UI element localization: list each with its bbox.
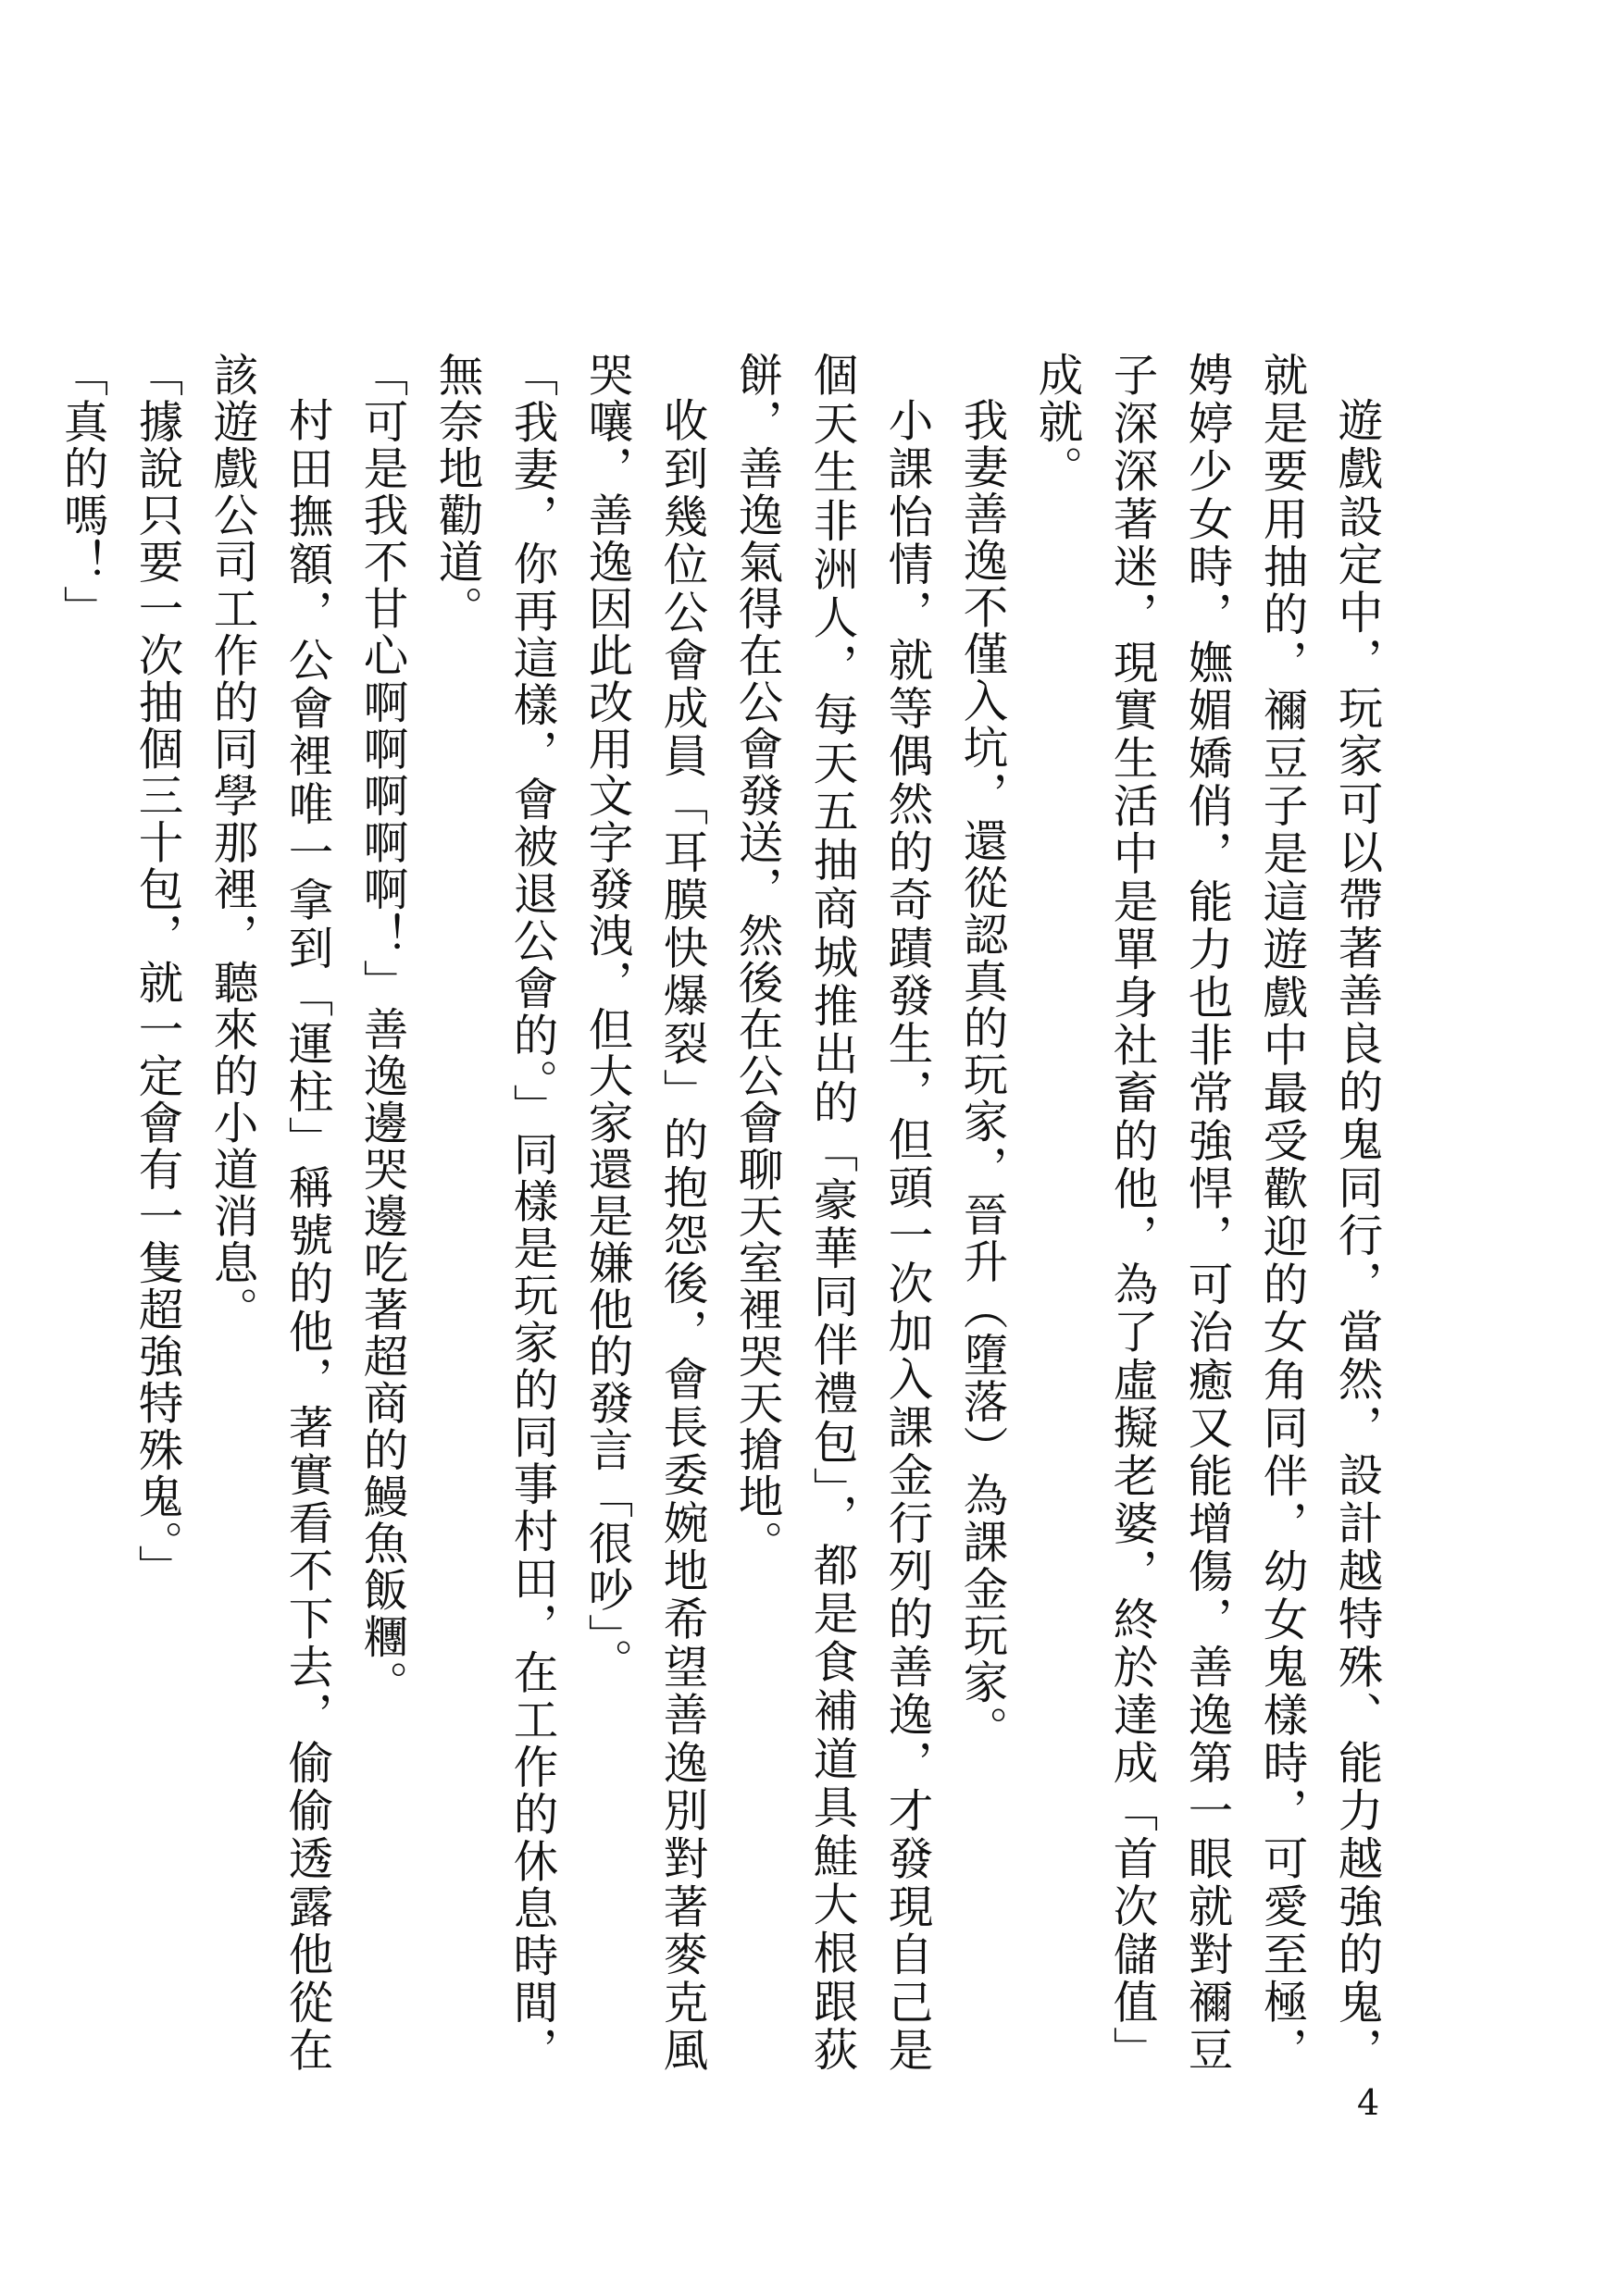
paragraph-7: 村田撫額，公會裡唯一拿到「運柱」稱號的他，著實看不下去，偷偷透露他從在該遊戲公司工作的同學那裡，聽來的小道消息。 [205, 352, 332, 2073]
paragraph-5: 「我妻，你再這樣，會被退公會的。」同樣是玩家的同事村田，在工作的休息時間，無奈地勸道。 [430, 352, 557, 2073]
body-text [56, 352, 1393, 2073]
paragraph-6: 「可是我不甘心啊啊啊啊啊！」善逸邊哭邊吃著超商的鰻魚飯糰。 [355, 352, 407, 1707]
paragraph-1: 遊戲設定中，玩家可以帶著善良的鬼同行，當然，設計越特殊、能力越強的鬼，就是要用抽的，禰豆子是這遊戲中最受歡迎的女角同伴，幼女鬼樣時，可愛至極，娉婷少女時，嫵媚嬌俏，能力也非常強悍，可治癒又能增傷，善逸第一眼就對禰豆子深深著迷，現實生活中是單身社畜的他，為了虛擬老婆，終於達成「首次儲值」成就。 [1030, 352, 1382, 2073]
page-number: 4 [1357, 2082, 1380, 2123]
paragraph-2: 我妻善逸不僅入坑，還從認真的玩家，晉升（墮落）為課金玩家。 [955, 396, 1007, 1752]
paragraph-3: 小課怡情，就等偶然的奇蹟發生，但頭一次加入課金行列的善逸，才發現自己是個天生非洲人，每天五抽商城推出的「豪華同伴禮包」，都是食補道具鮭大根跟荻餅，善逸氣得在公會發送，然後在公會聊天室裡哭天搶地。 [730, 352, 932, 2073]
paragraph-8: 「據說只要一次抽個三十包，就一定會有一隻超強特殊鬼。」 [131, 352, 182, 1592]
paragraph-4: 收到幾位公會成員「耳膜快爆裂」的抱怨後，會長委婉地希望善逸別對著麥克風哭嚷，善逸因此改用文字發洩，但大家還是嫌他的發言「很吵」。 [580, 352, 707, 2073]
paragraph-9: 「真的嗎！」 [56, 352, 107, 632]
